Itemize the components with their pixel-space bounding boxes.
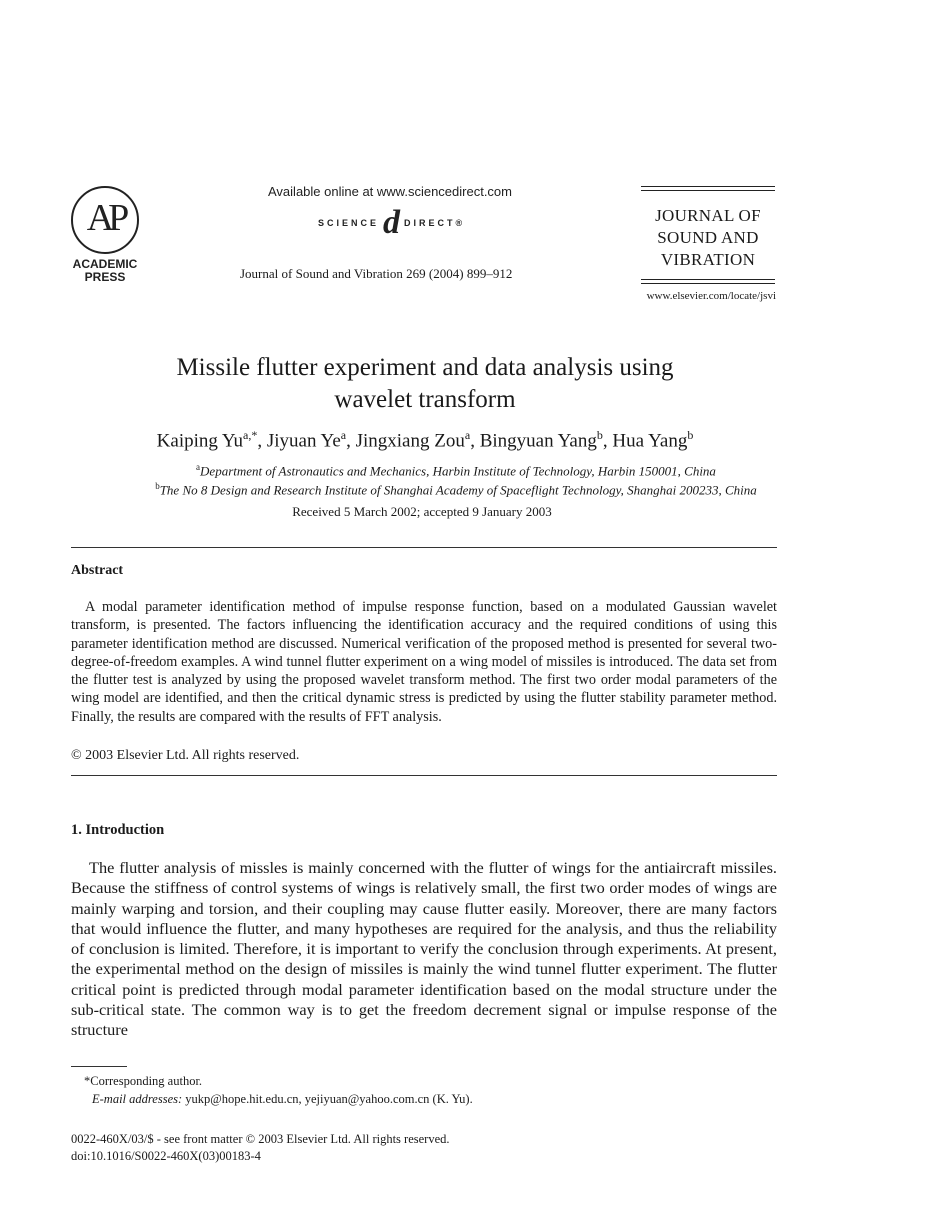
sd-left: SCIENCE (318, 218, 380, 228)
sd-mark-icon: d (383, 204, 401, 241)
publisher-logo (64, 186, 146, 282)
affiliation-b (76, 481, 836, 498)
author-name: Kaiping Yu (156, 430, 244, 452)
title-line2: wavelet transform (334, 386, 516, 413)
affiliation-sup: a (196, 462, 201, 472)
affiliation-sup: b (155, 481, 160, 491)
article-title (120, 352, 730, 416)
sd-right: DIRECT® (404, 218, 466, 228)
footnote-rule (71, 1066, 127, 1067)
introduction-text: The flutter analysis of missles is mainly concerned with the flutter of wings for the antiaircraft missiles. Because the stiffness of control systems of wings is relatively small, the first two order modes of wings are mainly warping and torsion, and their coupling may cause flutter easily. Moreover, there are many factors that would influence the flutter, and many hypotheses are required for the analysis, and thus the reliability of conclusion is limited. Therefore, it is important to verify the conclusion through experiments. At present, the experimental method on the design of missiles is mainly the wind tunnel flutter experiment. The flutter critical point is predicted through modal parameter identification based on the modal structure under the sub-critical state. The common way is to get the freedom decrement signal or impulse response of the structure (71, 858, 777, 1040)
email-label: E-mail addresses: (92, 1092, 183, 1106)
author-sup: b (596, 428, 603, 442)
author-sup: a (340, 428, 347, 442)
abstract-top-rule (71, 547, 777, 548)
author-name: Bingyuan Yang (479, 430, 597, 452)
available-online: Available online at www.sciencedirect.com (268, 184, 512, 199)
journal-name (641, 191, 775, 279)
footnote-corresponding: *Corresponding author. (84, 1074, 203, 1088)
logo-initials: AP (86, 197, 124, 239)
section-heading-introduction: 1. Introduction (71, 822, 165, 838)
author-name: Hua Yang (612, 430, 688, 452)
author-sup: a,* (243, 428, 258, 442)
journal-bottom-rule (641, 279, 775, 284)
author-list: Kaiping $Yu^{a,*}$, Jiyuan Ye$^a$, Jingxiang Zou$^a$, Bingyuan Yang$^b$, Hua Yang$^b$ (156, 428, 694, 452)
journal-line1: JOURNAL OF (655, 206, 761, 225)
author-name: Jingxiang Zou (355, 430, 465, 452)
footnote-email (92, 1092, 473, 1107)
author-sup: a (464, 428, 471, 442)
journal-box (641, 186, 775, 284)
publisher-name (64, 258, 146, 284)
title-line1: Missile flutter experiment and data analysis using (176, 354, 674, 381)
doi-line[interactable]: doi:10.1016/S0022-460X(03)00183-4 (71, 1149, 261, 1163)
journal-line2: SOUND AND (657, 228, 759, 247)
author-name: Jiyuan Ye (266, 430, 341, 452)
abstract-text: A modal parameter identification method of impulse response function, based on a modulated Gaussian wavelet transform, is presented. The factors influencing the identification accuracy and the required conditions of using this parameter identification method are discussed. Numerical verification of the proposed method is presented for several two-degree-of-freedom examples. A wind tunnel flutter experiment on a wing model of missiles is introduced. The data set from the flutter test is analyzed by using the proposed wavelet transform method. The first two order modal parameters of the wing model are identified, and then the critical dynamic stress is predicted by using the flutter stability parameter method. Finally, the results are compared with the results of FFT analysis. (71, 599, 777, 725)
abstract-copyright: © 2003 Elsevier Ltd. All rights reserved. (71, 748, 300, 763)
journal-url[interactable]: www.elsevier.com/locate/jsvi (646, 290, 776, 302)
author-sup: b (687, 428, 694, 442)
affiliation-a (76, 462, 836, 479)
journal-line3: VIBRATION (660, 250, 756, 269)
sciencedirect-logo (318, 206, 465, 240)
abstract-heading: Abstract (71, 563, 124, 578)
ap-logo-icon (71, 186, 139, 254)
publisher-line2: PRESS (84, 270, 126, 284)
abstract-bottom-rule (71, 775, 777, 776)
journal-citation: Journal of Sound and Vibration 269 (2004) 899–912 (240, 266, 513, 281)
publisher-line1: ACADEMIC (72, 257, 138, 271)
received-dates: Received 5 March 2002; accepted 9 January 2003 (292, 504, 552, 519)
affiliation-text: The No 8 Design and Research Institute of Shanghai Academy of Spaceflight Technology, Shanghai 200233, China (159, 482, 757, 498)
issn-line: 0022-460X/03/$ - see front matter © 2003 Elsevier Ltd. All rights reserved. (71, 1132, 450, 1146)
affiliation-text: Department of Astronautics and Mechanics, Harbin Institute of Technology, Harbin 150001, China (200, 463, 716, 479)
email-addresses[interactable]: yukp@hope.hit.edu.cn, yejiyuan@yahoo.com.cn (K. Yu). (185, 1092, 473, 1106)
